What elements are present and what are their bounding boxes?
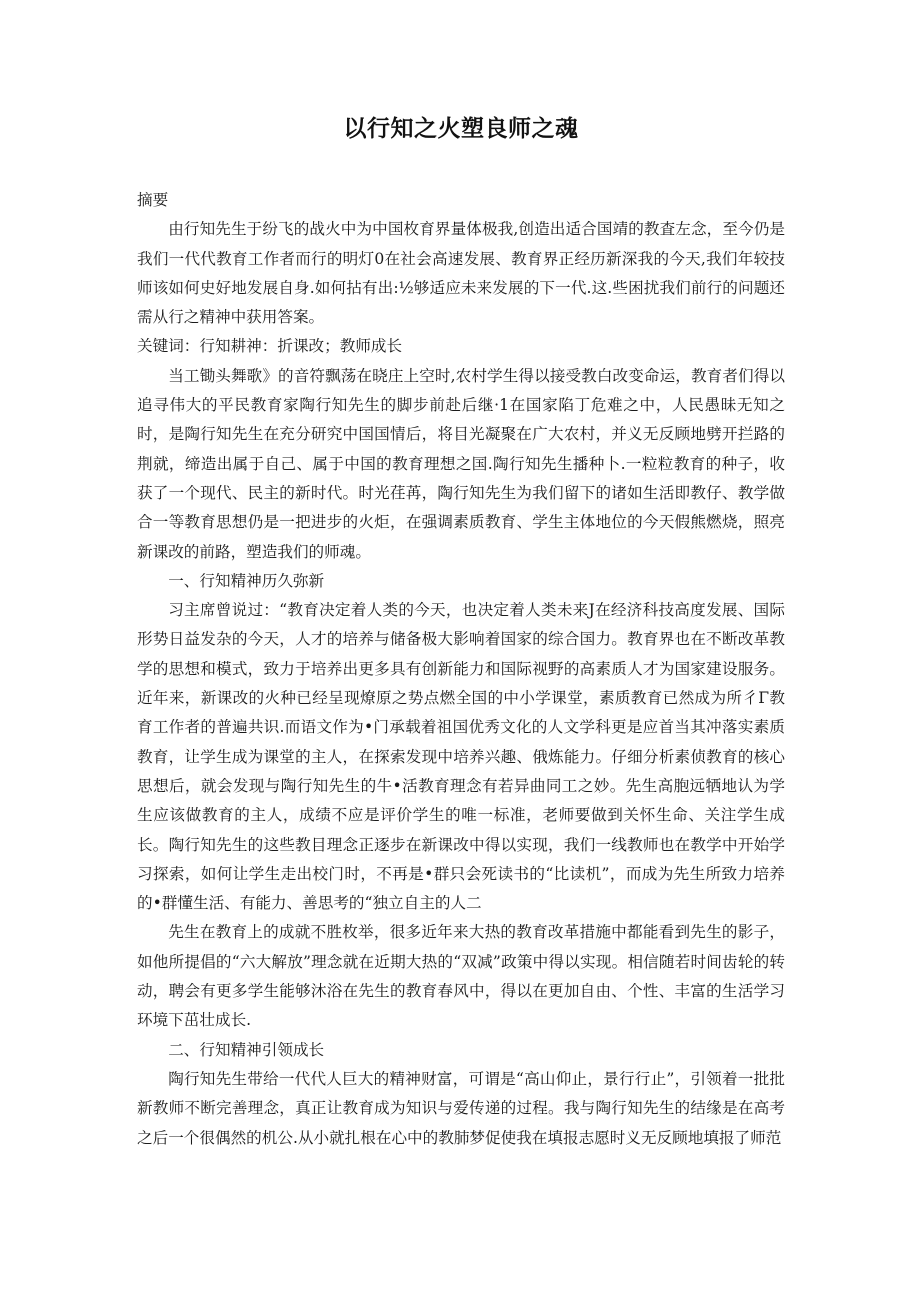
abstract-text: 由行知先生于纷飞的战火中为中国枚育界量体极我,创造出适合国靖的教査左念，至今仍是我们一代代教育工作者而行的明灯0在社会高速发展、教育界正经历新深我的今天,我们年较技师该如何史好地发展自身.如何拈有出:½够适应未来发展的下一代.这.些困扰我们前行的问题还需从行之精神中获用答案。 [137, 220, 785, 327]
keywords-line: 关键词：行知耕神：折课改；教师成长 [137, 337, 403, 356]
body-paragraph-section1-a: 习主席曾说过：“教育决定着人类的今天，也决定着人类未来J在经济科技高度发展、国际形势日益发杂的今天，人才的培养与储备极大影响着国家的综合国力。教育界也在不断改革教学的思想和模式，致力于培养出更多具有创新能力和国际视野的高素质人才为国家建设服务。近年来，新课改的火种已经呈现燎原之势点燃全国的中小学课堂，素质教育已然成为所彳Γ教育工作者的普遍共识.而语文作为•门承载着祖国优秀文化的人文学科更是应首当其冲落实素质教育，让学生成为课堂的主人，在探索发现中培养兴趣、俄炼能力。仔细分析素侦教育的核心思想后，就会发现与陶行知先生的牛•活教育理念有若异曲同工之妙。先生高胞远牺地认为学生应该做教育的主人，成绩不应是评价学生的唯一标准，老师要做到关怀生命、关注学生成长。陶行知先生的这些教目理念正逐步在新课改中得以实现，我们一线教师也在教学中开始学习探索，如何让学生走出校门时，不再是•群只会死读书的“比读机”，而成为先生所致力培养的•群懂生活、有能力、善思考的“独立自主的人二 [137, 601, 785, 913]
section-heading-2: 二、行知精神引领成长 [168, 1040, 325, 1059]
document-title: 以行知之火塑良师之魂 [343, 116, 579, 142]
body-paragraph-section1-b: 先生在教育上的成就不胜枚举，很多近年来大热的教育改革措施中都能看到先生的影子，如他所提倡的“六大解放”理念就在近期大热的“双减”政策中得以实现。相信随若时间齿轮的转动，聘会有更多学生能够沐浴在先生的教育春风中，得以在更加自由、个性、丰富的生活学习环境下茁壮成长. [137, 923, 785, 1030]
body-paragraph-intro: 当工锄头舞歌》的音符飘荡在晓庄上空时,农村学生得以接受教白改变命运，教育者们得以追寻伟大的平民教育家陶行知先生的脚步前赴后继·1在国家陷丁危难之中，人民愚昧无知之时，是陶行知先生在充分研究中国国情后，将目光凝聚在广大农村，并义无反顾地劈开拦路的荆就，缔造出属于自己、属于中国的教育理想之国.陶行知先生播种卜.一粒粒教育的种子，收获了一个现代、民主的新时代。时光荏苒，陶行知先生为我们留下的诸如生活即教仔、教学做合一等教育思想仍是一把进步的火炬，在强调素质教育、学生主体地位的今天假熊燃烧，照亮新课改的前路，塑造我们的师魂。 [137, 366, 785, 561]
abstract-label: 摘要 [137, 191, 169, 209]
section-heading-1: 一、行知精神历久弥新 [168, 571, 325, 590]
document-page [137, 112, 785, 1153]
body-paragraph-section2-a: 陶行知先生带给一代代人巨大的精神财富，可谓是“高山仰止，景行行止”，引领着一批批新教师不断完善理念，真正让教育成为知识与爱传递的过程。我与陶行知先生的结缘是在高考之后一个很偶然的机公.从小就扎根在心中的教肺梦促使我在填报志愿时义无反顾地填报了师范 [137, 1069, 785, 1147]
